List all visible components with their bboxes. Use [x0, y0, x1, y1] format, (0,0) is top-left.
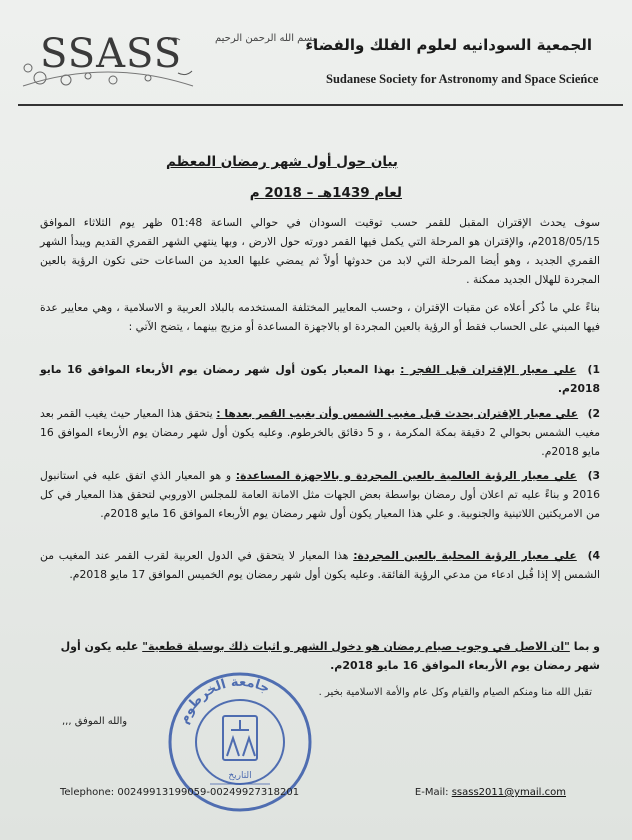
basmala: بسم الله الرحمن الرحيم: [215, 33, 316, 44]
list-item-lead: علي معيار الإقتران قبل الفجر :: [400, 363, 577, 376]
closing-quote: "ان الاصل في وجوب صيام رمضان هو دخول الشهر و اثبات ذلك بوسيلة قطعية": [142, 640, 570, 653]
list-item-text: بهذا المعيار يكون أول شهر رمضان يوم الأربعاء الموافق 16 مايو 2018م.: [40, 363, 600, 395]
list-item-number: 2): [587, 407, 601, 420]
list-item: [40, 466, 600, 523]
list-item-text: يتحقق هذا المعيار حيث يغيب القمر بعد مغيب الشمس بحوالي 2 دقيقة بمكة المكرمة ، و 5 دقائق بالخرطوم. وعليه يكون أول شهر رمضان يوم الأربعاء الموافق 16 مايو 2018م.: [40, 407, 600, 458]
stamp-date-label: التاريخ: [228, 771, 252, 781]
closing-pre: و بما: [573, 640, 600, 653]
footer-telephone: Telephone: 00249913199059-00249927318201: [60, 787, 300, 798]
list-item-number: 3): [587, 469, 601, 482]
list-item: [40, 404, 600, 461]
paragraph-criteria-intro: بناءً علي ما ذُكر أعلاه عن مقيات الإقتران ، وحسب المعايير المختلفة المستخدمه بالبلاد العربية و الاسلامية ، وهي معايير عدة فيها المبني على الحساب فقط أو الرؤية بالعين المجردة او بالاجهزة المساعدة أو مزيج بينهما ، يتضح الآتي :: [40, 301, 600, 333]
list-item-lead: علي معيار الإقتران يحدث قبل مغيب الشمس وأن يغيب القمر بعدها :: [216, 407, 579, 420]
list-item-number: 1): [587, 363, 600, 376]
list-item-text: هذا المعيار لا يتحقق في الدول العربية لقرب القمر عند المغيب من الشمس إلا إذا قُبل ادعاء من مدعي الرؤية الفائقة. وعليه يكون أول شهر رمضان يوم الخميس الموافق 17 مايو 2018م.: [40, 549, 600, 581]
closing-statement: [40, 637, 600, 675]
email-label: E-Mail:: [414, 787, 449, 798]
signoff: والله الموفق ,,,: [62, 716, 128, 727]
list-item-lead: علي معيار الرؤية العالمية بالعين المجردة و بالاجهزة المساعدة:: [235, 469, 577, 482]
list-item-lead: علي معيار الرؤية المحلية بالعين المجردة:: [353, 549, 577, 562]
document-subtitle: لعام 1439هـ – 2018 م: [249, 185, 402, 201]
closing-post: عليه يكون أول شهر رمضان يوم الأربعاء الموافق 16 مايو 2018م.: [60, 640, 600, 672]
org-name-arabic: الجمعية السودانيه لعلوم الفلك والفضاء: [305, 36, 592, 54]
stamp-ring-text: جامعة الخرطوم: [176, 674, 273, 727]
email-link[interactable]: ssass2011@ymail.com: [451, 787, 566, 798]
list-item: [40, 360, 600, 398]
header-divider: [18, 104, 623, 106]
paragraph-conjunction: سوف يحدث الإقتران المقبل للقمر حسب توقيت السودان في حوالي الساعة 01:48 ظهر يوم الثلاثاء الموافق 2018/05/15م، والإقتران هو المرحلة التي يكمل فيها القمر دورته حول الارض ، وبها ينتهي الشهر القمري القديم ويبدأ الشهر القمري الجديد ، وهو أيضا المرحلة التي لابد من حدوثها أولاً ثم يمضي عليها العديد من الساعات حتى تكون الرؤية بالعين المجردة للهلال الجديد ممكنة .: [40, 216, 600, 286]
org-name-english: Sudanese Society for Astronomy and Space Scieńce: [326, 72, 599, 86]
ssass-logo: [18, 28, 208, 92]
list-item-number: 4): [587, 549, 601, 562]
footer-email: [415, 787, 566, 798]
logo-text: SSASS: [40, 31, 183, 77]
list-item-text: و هو المعيار الذي اتفق عليه في استانبول 2016 و بناءً عليه تم اعلان أول رمضان بواسطة بعض الجهات مثل الامانة العامة للمجلس الاوروبي لتحقق هذا المعيار في كل من الامريكتين اللاتينية والجنوبية. و علي هذا المعيار يكون أول شهر رمضان يوم الأربعاء الموافق 16 مايو 2018م.: [40, 469, 600, 520]
greeting: تقبل الله منا ومنكم الصيام والقيام وكل عام والأمة الاسلامية بخير .: [318, 687, 592, 698]
list-item: [40, 546, 600, 584]
document-title: بيان حول أول شهر رمضان المعظم: [165, 154, 398, 170]
